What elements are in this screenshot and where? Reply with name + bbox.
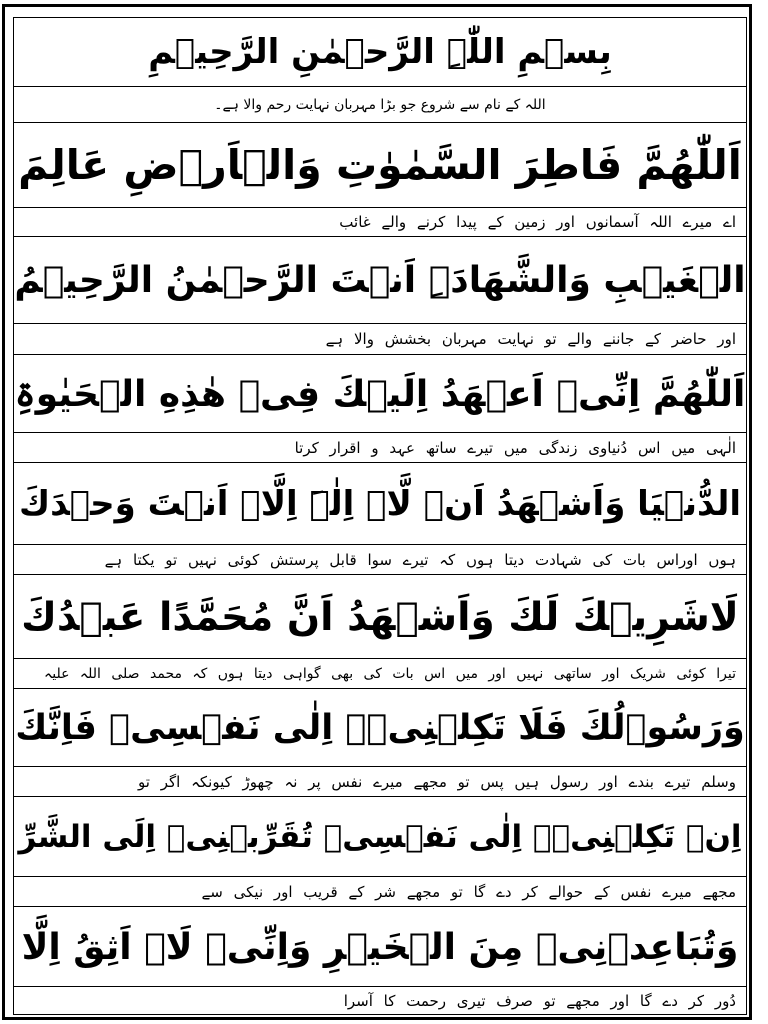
urdu-line-7: مجھے میرے نفس کے حوالے کر دے گا تو مجھے شر کے قریب اور نیکی سے xyxy=(201,883,736,901)
divider xyxy=(14,986,746,987)
arabic-line-3: اَللّٰھُمَّ اِنِّیۡ اَعۡھَدُ اِلَیۡكَ فِیۡ ھٰذِهِ الۡحَیٰوۃِ xyxy=(14,373,746,415)
divider xyxy=(14,688,746,689)
urdu-line-2: اور حاضر کے جاننے والے تو نہایت مہربان بخشش والا ہے xyxy=(325,330,736,348)
divider xyxy=(14,122,746,123)
divider xyxy=(14,876,746,877)
divider xyxy=(14,86,746,87)
arabic-line-8: وَتُبَاعِدۡنِیۡ مِنَ الۡخَیۡرِ وَاِنِّیۡ لَاۤ اَثِقُ اِلَّا xyxy=(21,926,739,968)
urdu-line-3: الٰہی میں اس دُنیاوی زندگی میں تیرے ساتھ عہد و اقرار کرتا xyxy=(294,439,736,457)
content-border xyxy=(13,17,747,1015)
urdu-line-6: وسلم تیرے بندے اور رسول ہیں پس تو مجھے میرے نفس پر نہ چھوڑ کیونکہ اگر تو xyxy=(138,773,736,791)
bismillah-translation: اللہ کے نام سے شروع جو بڑا مہربان نہایت رحم والا ہے۔ xyxy=(214,97,546,113)
arabic-line-4: الدُّنۡیَا وَاَشۡھَدُ اَنۡ لَّاۤ اِلٰہَ اِلَّاۤ اَنۡتَ وَحۡدَكَ xyxy=(18,484,742,524)
divider xyxy=(14,796,746,797)
divider xyxy=(14,766,746,767)
divider xyxy=(14,236,746,237)
page-frame xyxy=(2,4,752,1020)
arabic-line-1: اَللّٰھُمَّ فَاطِرَ السَّمٰوٰتِ وَالۡاَرۡضِ عَالِمَ xyxy=(18,141,742,189)
urdu-line-5: تیرا کوئی شریک اور ساتھی نہیں اور میں اس بات کی بھی گواہی دیتا ہوں کہ محمد صلی اللہ علیہ xyxy=(44,666,736,682)
arabic-line-6: وَرَسُوۡلُكَ فَلَا تَكِلۡنِیۡۤ اِلٰی نَفۡسِیۡ فَاِنَّكَ xyxy=(15,708,745,748)
bismillah-heading: بِسۡمِ اللّٰہِ الرَّحۡمٰنِ الرَّحِیۡمِ xyxy=(148,32,612,72)
divider xyxy=(14,544,746,545)
arabic-line-7: اِنۡ تَكِلۡنِیۡۤ اِلٰی نَفۡسِیۡ تُقَرِّبۡنِیۡ اِلَی الشَّرِّ xyxy=(18,819,742,855)
divider xyxy=(14,462,746,463)
urdu-line-8: دُور کر دے گا اور مجھے تو صرف تیری رحمت کا آسرا xyxy=(343,992,736,1010)
arabic-line-2: الۡغَیۡبِ وَالشَّھَادَۃِ اَنۡتَ الرَّحۡمٰنُ الرَّحِیۡمُ xyxy=(14,259,746,301)
urdu-line-1: اے میرے اللہ آسمانوں اور زمین کے پیدا کرنے والے غائب xyxy=(339,213,736,231)
divider xyxy=(14,658,746,659)
urdu-line-4: ہوں اوراس بات کی شہادت دیتا ہوں کہ تیرے سوا قابل پرستش کوئی نہیں تو یکتا ہے xyxy=(104,551,736,569)
divider xyxy=(14,574,746,575)
divider xyxy=(14,906,746,907)
divider xyxy=(14,354,746,355)
divider xyxy=(14,432,746,433)
arabic-line-5: لَاشَرِیۡكَ لَكَ وَاَشۡھَدُ اَنَّ مُحَمَّدًا عَبۡدُكَ xyxy=(21,594,739,640)
